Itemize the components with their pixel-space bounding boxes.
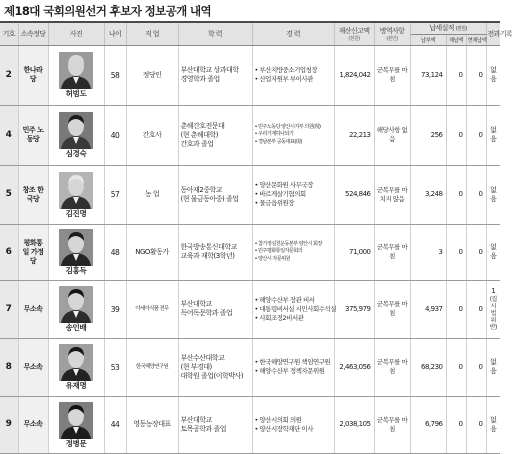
photo-cell — [48, 338, 104, 396]
education-line: 부산대학교 — [180, 300, 212, 308]
table-row — [0, 338, 500, 396]
candidate-name: 송인배 — [65, 323, 87, 332]
career-line: • 우리기계하나되기 — [255, 131, 332, 139]
header-record: 전과기록 — [486, 23, 500, 45]
candidate-age: 58 — [104, 45, 126, 105]
career-line: • 민주노동당 양산시지부 의원(現) — [255, 124, 332, 132]
military-status: 군복무를 마침 — [374, 280, 410, 338]
header-assets — [334, 23, 374, 45]
header-tax-paid: 납부액 — [410, 34, 446, 45]
photo-cell — [48, 165, 104, 224]
assets-value: 22,213 — [334, 105, 374, 165]
candidate-age: 53 — [104, 338, 126, 396]
candidate-career — [252, 280, 337, 338]
candidate-number: 6 — [0, 224, 18, 280]
education-line: (현 물금동아중) 졸업 — [180, 194, 239, 203]
assets-value: 375,979 — [334, 280, 374, 338]
tax-arrears-value: 0 — [446, 224, 466, 280]
tax-paid-value: 3 — [410, 224, 446, 280]
education-line: 부산수산대학교 — [180, 353, 225, 362]
tax-current-value: 0 — [466, 45, 486, 105]
party-name: 무소속 — [18, 280, 48, 338]
candidate-age: 39 — [104, 280, 126, 338]
candidate-occupation: 정당인 — [126, 45, 178, 105]
criminal-record-value: 없음 — [490, 66, 497, 83]
candidate-age: 48 — [104, 224, 126, 280]
career-line: • 부산지방중소기업청장 — [255, 66, 332, 75]
criminal-record-value: 없음 — [490, 126, 497, 143]
criminal-record-value: 없음 — [490, 243, 497, 260]
candidate-portrait — [55, 402, 97, 448]
education-line: (현 춘해대학) — [180, 130, 218, 139]
header-military — [374, 23, 410, 45]
candidate-occupation: 한국해양연구원 — [126, 338, 178, 396]
criminal-record-value: 없음 — [490, 185, 497, 203]
candidate-number: 7 — [0, 280, 18, 338]
candidate-education — [178, 224, 252, 280]
candidate-career — [252, 45, 334, 105]
candidate-portrait — [55, 52, 97, 98]
candidate-photo — [59, 172, 93, 209]
candidate-age: 40 — [104, 105, 126, 165]
photo-cell — [48, 224, 104, 280]
candidate-table — [0, 23, 512, 454]
header-military-unit: (본인) — [386, 35, 398, 42]
party-name: 무소속 — [18, 338, 48, 396]
tax-arrears-value: 0 — [446, 280, 466, 338]
criminal-record — [486, 396, 500, 453]
tax-current-value: 0 — [466, 280, 486, 338]
tax-arrears-value: 0 — [446, 338, 466, 396]
candidate-photo — [59, 402, 93, 439]
candidate-number: 2 — [0, 45, 18, 105]
table-row — [0, 165, 500, 224]
candidate-education — [178, 280, 252, 338]
education-line: 교육과 재학(3학년) — [180, 252, 235, 260]
education-line: (현 부경대) — [180, 362, 212, 371]
header-num: 기호 — [0, 23, 18, 45]
military-status: 군복무를 마침 — [374, 338, 410, 396]
career-line: • 해양수산부 장관 비서 — [255, 296, 332, 305]
military-status: 해당사항 없음 — [374, 105, 410, 165]
candidate-career — [252, 338, 334, 396]
military-status: 군복무를 마침 — [374, 224, 410, 280]
criminal-record-value: 없음 — [490, 415, 497, 433]
criminal-record — [486, 45, 500, 105]
page-title: 제18대 국회의원선거 후보자 정보공개 내역 — [4, 4, 212, 18]
military-status: 군복무를 마치지 않음 — [374, 165, 410, 224]
career-line: • 양산시장학재단 이사 — [255, 425, 332, 434]
header-tax-arrears: 체납액 — [446, 34, 466, 45]
candidate-occupation: 영동농장대표 — [126, 396, 178, 453]
career-line: • 물금읍위원장 — [255, 199, 332, 208]
candidate-name: 허범도 — [65, 89, 87, 98]
candidate-name: 김진명 — [65, 208, 87, 218]
education-line: 한국방송통신대학교 — [180, 243, 237, 251]
candidate-age: 44 — [104, 396, 126, 453]
table-row — [0, 45, 500, 105]
candidate-occupation: 농 업 — [126, 165, 178, 224]
photo-cell — [48, 396, 104, 453]
table-row — [0, 280, 500, 338]
tax-paid-value: 3,248 — [410, 165, 446, 224]
career-line: • 참가정실천운동본부 양산시 회장 — [255, 241, 332, 249]
header-education: 학 력 — [178, 23, 252, 45]
criminal-record — [486, 105, 500, 165]
candidate-photo — [59, 112, 93, 149]
candidate-occupation: 간호사 — [126, 105, 178, 165]
candidate-portrait — [55, 172, 97, 218]
party-name: 민주 노동당 — [18, 105, 48, 165]
education-line: 대학원 졸업(이학박사) — [180, 371, 244, 380]
party-name: 평화통일 가정당 — [18, 224, 48, 280]
candidate-occupation: 아세아식품 전무 — [126, 280, 178, 338]
candidate-career — [252, 224, 334, 280]
candidate-career — [252, 165, 334, 224]
header-assets-label: 재산신고액 — [338, 26, 370, 35]
military-status: 군복무를 마침 — [374, 396, 410, 453]
header-occupation: 직 업 — [126, 23, 178, 45]
candidate-portrait — [55, 286, 97, 332]
tax-arrears-value: 0 — [446, 396, 466, 453]
photo-cell — [48, 105, 104, 165]
career-line: • 민주평화통일자문회의 — [255, 248, 332, 256]
assets-value: 524,846 — [334, 165, 374, 224]
table-row — [0, 224, 500, 280]
education-line: 독어독문학과 졸업 — [180, 309, 233, 317]
assets-value: 71,000 — [334, 224, 374, 280]
education-line: 부산대학교 상과대학 — [180, 66, 239, 74]
tax-paid-value: 6,796 — [410, 396, 446, 453]
candidate-portrait — [55, 112, 97, 158]
candidate-name: 김홍득 — [65, 266, 87, 275]
candidate-name: 유재명 — [65, 381, 87, 390]
header-assets-unit: (천원) — [348, 35, 360, 42]
candidate-name: 정병문 — [65, 438, 87, 448]
tax-arrears-value: 0 — [446, 45, 466, 105]
tax-current-value: 0 — [466, 165, 486, 224]
career-line: • 경남본부 공동대표(現) — [255, 139, 332, 147]
candidate-number: 9 — [0, 396, 18, 453]
military-status: 군복무를 마침 — [374, 45, 410, 105]
table-row — [0, 396, 500, 453]
criminal-record — [486, 165, 500, 224]
table-row — [0, 105, 500, 165]
candidate-photo — [59, 286, 93, 323]
header-tax — [410, 23, 486, 34]
header-career: 경 력 — [252, 23, 334, 45]
education-line: 경영학과 졸업 — [180, 75, 220, 83]
tax-current-value: 0 — [466, 105, 486, 165]
header-party: 소속정당 — [18, 23, 48, 45]
career-line: • 양산문화원 사무국장 — [255, 181, 332, 190]
education-line: 부산대학교 — [180, 415, 212, 424]
career-line: • 산업자원부 부이사관 — [255, 75, 332, 84]
career-line: • 바르게살기협의회 — [255, 190, 332, 199]
career-line: • 대통령비서실 시민사회수석실 — [255, 305, 332, 314]
tax-paid-value: 73,124 — [410, 45, 446, 105]
header-tax-current: 현체납액 — [466, 34, 486, 45]
party-name: 창조 한국당 — [18, 165, 48, 224]
tax-current-value: 0 — [466, 224, 486, 280]
career-line: • 양산시 자문위원 — [255, 256, 332, 264]
career-line: • 해양수산부 정책자문위원 — [255, 367, 332, 376]
education-line: 춘해간호전문대 — [180, 121, 225, 130]
candidate-education — [178, 338, 252, 396]
tax-arrears-value: 0 — [446, 165, 466, 224]
candidate-education — [178, 165, 252, 224]
candidate-portrait — [55, 229, 97, 275]
assets-value: 2,463,056 — [334, 338, 374, 396]
education-line: 동아재2중학교 — [180, 185, 223, 194]
criminal-record — [486, 338, 500, 396]
header-age: 나이 — [104, 23, 126, 45]
candidate-occupation: NGO활동가 — [126, 224, 178, 280]
candidate-number: 8 — [0, 338, 18, 396]
assets-value: 2,038,105 — [334, 396, 374, 453]
candidate-number: 4 — [0, 105, 18, 165]
candidate-portrait — [55, 344, 97, 390]
header-tax-label: 납세실적 — [429, 24, 454, 33]
party-name: 한나라당 — [18, 45, 48, 105]
criminal-record — [486, 280, 500, 338]
tax-paid-value: 4,937 — [410, 280, 446, 338]
candidate-name: 심경숙 — [65, 149, 87, 158]
tax-paid-value: 68,230 — [410, 338, 446, 396]
candidate-age: 57 — [104, 165, 126, 224]
header-tax-unit: (천원) — [455, 26, 467, 33]
candidate-number: 5 — [0, 165, 18, 224]
assets-value: 1,824,042 — [334, 45, 374, 105]
tax-current-value: 0 — [466, 396, 486, 453]
candidate-photo — [59, 229, 93, 266]
party-name: 무소속 — [18, 396, 48, 453]
tax-current-value: 0 — [466, 338, 486, 396]
tax-paid-value: 256 — [410, 105, 446, 165]
photo-cell — [48, 45, 104, 105]
candidate-education — [178, 396, 252, 453]
candidate-photo — [59, 344, 93, 381]
photo-cell — [48, 280, 104, 338]
education-line: 토목공학과 졸업 — [180, 424, 227, 433]
education-line: 간호과 졸업 — [180, 139, 214, 148]
career-line: • 양산시의회 의원 — [255, 416, 332, 425]
candidate-photo — [59, 52, 93, 89]
header-military-label: 병역사항 — [379, 26, 405, 35]
criminal-record — [486, 224, 500, 280]
header-photo: 사진 — [48, 23, 104, 45]
candidate-education — [178, 105, 252, 165]
tax-arrears-value: 0 — [446, 105, 466, 165]
career-line: • 사회조정2비서관 — [255, 314, 332, 323]
criminal-record-note: (집시법위반) — [489, 296, 497, 331]
criminal-record-value: 1 — [491, 287, 496, 295]
candidate-career — [252, 396, 334, 453]
candidate-career — [252, 105, 334, 165]
criminal-record-value: 없음 — [490, 358, 497, 375]
candidate-education — [178, 45, 252, 105]
career-line: • 한국해양연구원 책임연구원 — [255, 358, 332, 367]
